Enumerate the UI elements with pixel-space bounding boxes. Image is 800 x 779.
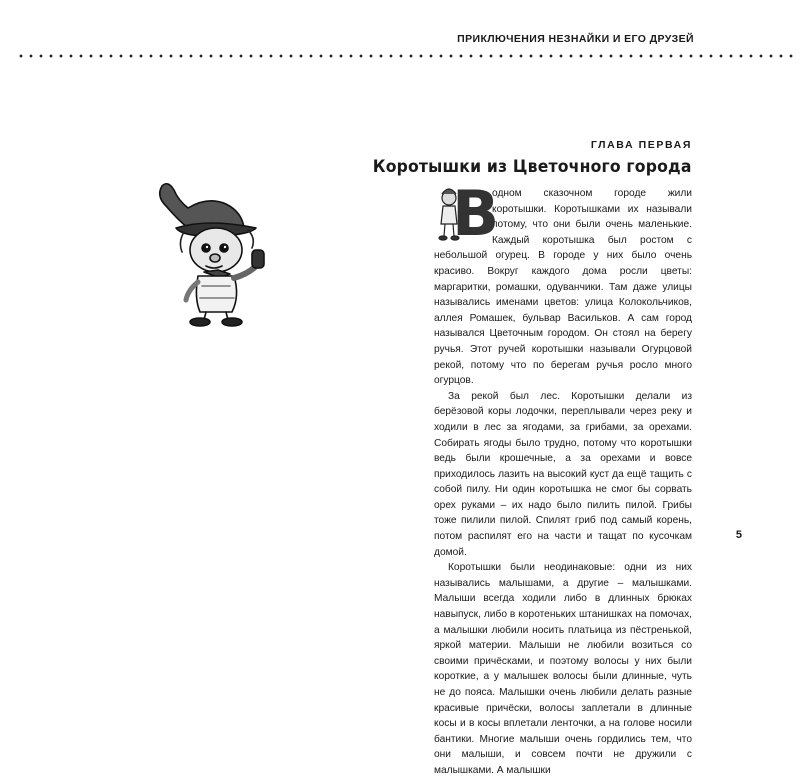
paragraph-1: одном сказочном городе жили коротышки. Коротышками их называли потому, что они были очень маленькие. Каждый коротышка был ростом с небольшой огурец. В городе у них было очень красиво. Вокруг каждого дома росли цветы: маргаритки, ромашки, одуванчики. Там даже улицы назывались именами цветов: улица Колокольчиков, аллея Ромашек, бульвар Васильков. А сам город назывался Цветочным городом. Он стоял на берегу ручья. Этот ручей коротышки называли Огурцовой рекой, потому что по берегам ручья росло много огурцов. <box>434 188 692 387</box>
dotted-rule <box>16 54 798 58</box>
paragraph-3: Коротышки были неодинаковые: одни из них назывались малышами, а другие – малышками. Малыши всегда ходили либо в длинных брюках навыпуск, либо в коротеньких штанишках на помочах, а малышки любили носить платьица из пёстренькой, яркой материи. Малыши не любили возиться со своими причёсками, и поэтому волосы у них были короткие, а у малышек волосы были длинные, чуть не до пояса. Малышки очень любили делать разные красивые причёски, волосы заплетали в длинные косы и в косы вплетали ленточки, а на голове носили бантики. Многие малыши очень гордились тем, что они малыши, и совсем почти не дружили с малышками. А малышки <box>434 562 692 776</box>
chapter-label: ГЛАВА ПЕРВАЯ <box>590 139 692 151</box>
character-illustration <box>148 178 288 328</box>
chapter-title: Коротышки из Цветочного города <box>373 157 692 177</box>
paragraph-2: За рекой был лес. Коротышки делали из берёзовой коры лодочки, переплывали через реку и ходили в лес за ягодами, за грибами, за орехами. Собирать ягоды было трудно, потому что коротышки ведь были крошечные, а за орехами и вовсе приходилось лазить на высокий куст да ещё тащить с собой пилу. Ни один коротышка не смог бы сорвать орех руками – их надо было пилить пилой. Грибы тоже пилили пилой. Спилят гриб под самый корень, потом распилят его на части и тащат по кусочкам домой. <box>434 390 692 558</box>
body-text <box>434 177 692 779</box>
running-head: ПРИКЛЮЧЕНИЯ НЕЗНАЙКИ И ЕГО ДРУЗЕЙ <box>457 33 694 45</box>
dropcap <box>434 177 500 250</box>
page-number: 5 <box>735 529 742 541</box>
dropcap-letter: В <box>452 177 500 250</box>
